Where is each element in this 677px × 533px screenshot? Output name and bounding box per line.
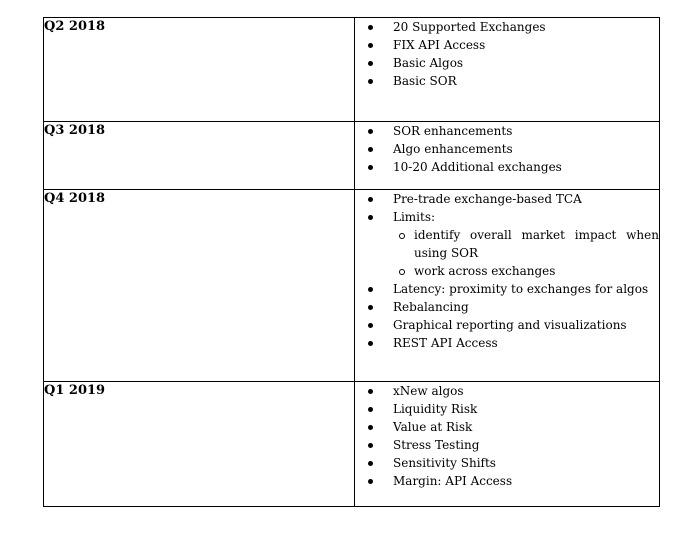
bullet-icon <box>368 479 373 484</box>
quarter-cell <box>44 382 355 507</box>
bullet-icon <box>368 147 373 152</box>
feature-item <box>355 382 659 400</box>
bullet-icon <box>368 461 373 466</box>
bullet-icon <box>368 425 373 430</box>
feature-item <box>355 436 659 454</box>
feature-item-text: 10-20 Additional exchanges <box>393 160 562 174</box>
bullet-icon <box>368 305 373 310</box>
items-cell <box>355 122 660 190</box>
feature-item-text: Pre-trade exchange-based TCA <box>393 192 582 206</box>
feature-item-text: SOR enhancements <box>393 124 513 138</box>
feature-item <box>355 72 659 90</box>
feature-item-text: Graphical reporting and visualizations <box>393 318 627 332</box>
feature-item <box>355 54 659 72</box>
bullet-icon <box>368 389 373 394</box>
feature-item-text: Liquidity Risk <box>393 402 478 416</box>
quarter-label: Q4 2018 <box>44 191 106 206</box>
feature-item-text: xNew algos <box>393 384 464 398</box>
feature-item-text: Basic Algos <box>393 56 464 70</box>
bullet-icon <box>368 215 373 220</box>
feature-item <box>355 418 659 436</box>
feature-item-text: Basic SOR <box>393 74 457 88</box>
bullet-icon <box>368 129 373 134</box>
hollow-bullet-icon <box>399 269 405 275</box>
feature-item-text: FIX API Access <box>393 38 486 52</box>
items-cell <box>355 382 660 507</box>
feature-item-text: Rebalancing <box>393 300 469 314</box>
roadmap-table <box>43 17 660 507</box>
quarter-label: Q2 2018 <box>44 19 106 34</box>
quarter-cell <box>44 18 355 122</box>
feature-subitem-text: work across exchanges <box>414 264 556 278</box>
feature-item <box>355 472 659 490</box>
feature-item <box>355 400 659 418</box>
feature-item <box>355 280 659 298</box>
feature-item <box>355 18 659 36</box>
feature-item <box>355 316 659 334</box>
roadmap-row <box>44 382 660 507</box>
feature-item <box>355 140 659 158</box>
bullet-icon <box>368 165 373 170</box>
feature-item <box>355 298 659 316</box>
feature-item <box>355 122 659 140</box>
feature-item-text: Stress Testing <box>393 438 480 452</box>
feature-item-text: Margin: API Access <box>393 474 513 488</box>
bullet-icon <box>368 323 373 328</box>
hollow-bullet-icon <box>399 233 405 239</box>
feature-item <box>355 334 659 352</box>
feature-item-text: Algo enhancements <box>393 142 513 156</box>
quarter-cell <box>44 122 355 190</box>
bullet-icon <box>368 407 373 412</box>
quarter-cell <box>44 190 355 382</box>
bullet-icon <box>368 43 373 48</box>
items-cell <box>355 18 660 122</box>
feature-item <box>355 190 659 208</box>
quarter-label: Q3 2018 <box>44 123 106 138</box>
feature-item-text: Latency: proximity to exchanges for algos <box>393 282 649 296</box>
bullet-icon <box>368 197 373 202</box>
roadmap-row <box>44 18 660 122</box>
items-cell <box>355 190 660 382</box>
bullet-icon <box>368 341 373 346</box>
feature-subitem <box>355 262 659 280</box>
roadmap-row <box>44 122 660 190</box>
feature-item <box>355 158 659 176</box>
feature-subitem-text: identify overall market impact when using SOR <box>414 228 659 260</box>
feature-item <box>355 454 659 472</box>
feature-item <box>355 36 659 54</box>
feature-item-text: Limits: <box>393 210 436 224</box>
roadmap-row <box>44 190 660 382</box>
feature-subitem <box>355 226 659 262</box>
feature-item-text: Value at Risk <box>393 420 473 434</box>
bullet-icon <box>368 79 373 84</box>
feature-item-text: REST API Access <box>393 336 498 350</box>
feature-item-text: 20 Supported Exchanges <box>393 20 546 34</box>
bullet-icon <box>368 61 373 66</box>
bullet-icon <box>368 443 373 448</box>
bullet-icon <box>368 25 373 30</box>
quarter-label: Q1 2019 <box>44 383 106 398</box>
roadmap-table-body <box>44 18 660 507</box>
feature-item <box>355 208 659 226</box>
feature-item-text: Sensitivity Shifts <box>393 456 496 470</box>
bullet-icon <box>368 287 373 292</box>
